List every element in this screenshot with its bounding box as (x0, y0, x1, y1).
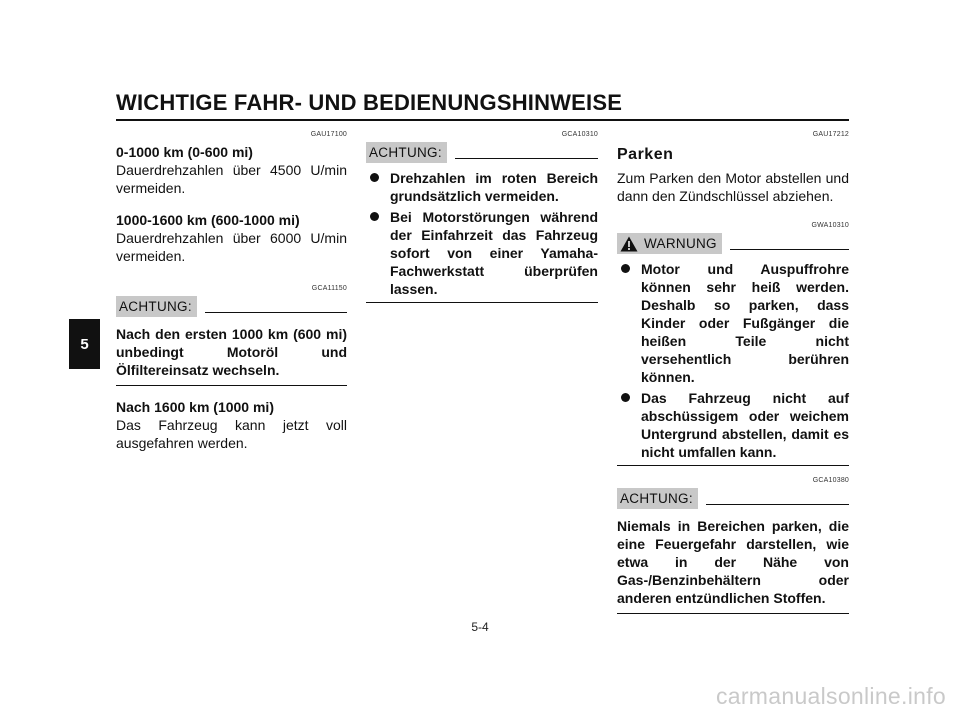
bullet-icon (621, 393, 630, 402)
page-title: WICHTIGE FAHR- UND BEDIENUNGSHINWEISE (116, 90, 623, 115)
column-3 (617, 130, 849, 614)
subheading-1000-1600km: 1000-1600 km (600-1000 mi) (116, 212, 300, 228)
notice-rule (205, 312, 347, 313)
reference-code: GCA10380 (812, 477, 849, 484)
warning-header (617, 233, 849, 254)
notice-end-rule (617, 613, 849, 614)
warning-rule (730, 249, 849, 250)
bullet-icon (370, 173, 379, 182)
notice-header (116, 296, 347, 317)
reference-code: GWA10310 (811, 222, 849, 229)
column-2 (366, 130, 598, 303)
notice-end-rule (116, 385, 347, 386)
warning-triangle-icon (620, 236, 638, 252)
section-title: Parken (617, 146, 674, 163)
reference-code: GAU17100 (310, 131, 347, 138)
notice-end-rule (366, 302, 598, 303)
list-item: Drehzahlen im roten Bereich grundsätzlich vermeiden. (366, 169, 598, 205)
body-text: Zum Parken den Motor abstellen und dann den Zündschlüssel abziehen. (617, 170, 849, 204)
notice-header (617, 488, 849, 509)
notice-rule (706, 504, 849, 505)
body-text: Dauerdrehzahlen über 4500 U/min vermeiden. (116, 162, 347, 196)
chapter-tab: 5 (69, 319, 100, 369)
notice-label: ACHTUNG: (366, 142, 447, 163)
notice-label: ACHTUNG: (116, 296, 197, 317)
reference-code: GCA10310 (561, 131, 598, 138)
bullet-icon (621, 264, 630, 273)
page-number: 5-4 (471, 620, 489, 634)
title-rule (116, 119, 849, 121)
reference-code: GCA11150 (311, 285, 347, 292)
notice-label: ACHTUNG: (617, 488, 698, 509)
body-text: Dauerdrehzahlen über 6000 U/min vermeiden. (116, 230, 347, 264)
notice-rule (455, 158, 598, 159)
list-item: Das Fahrzeug nicht auf abschüssigem oder weichem Untergrund abstellen, damit es nicht umfallen kann. (617, 389, 849, 461)
warning-label: WARNUNG (617, 233, 722, 254)
bullet-icon (370, 212, 379, 221)
subheading-after-1600km: Nach 1600 km (1000 mi) (116, 399, 274, 415)
body-text: Das Fahrzeug kann jetzt voll ausgefahren werden. (116, 417, 347, 451)
notice-bullet-list (366, 169, 598, 298)
warning-end-rule (617, 465, 849, 466)
list-item: Bei Motorstörungen während der Einfahrzeit das Fahrzeug sofort von einer Yamaha-Fachwerkstatt überprüfen lassen. (366, 208, 598, 298)
list-item: Motor und Auspuffrohre können sehr heiß werden. Deshalb so parken, dass Kinder oder Fußgänger die heißen Teile nicht versehentlich berühren können. (617, 260, 849, 386)
notice-header (366, 142, 598, 163)
column-1 (116, 130, 347, 452)
notice-text: Niemals in Bereichen parken, die eine Feuergefahr darstellen, wie etwa in der Nähe von Gas-/Benzinbehältern oder anderen entzündlichen Stoffen. (617, 518, 849, 606)
reference-code: GAU17212 (812, 131, 849, 138)
notice-text: Nach den ersten 1000 km (600 mi) unbedingt Motoröl und Ölfiltereinsatz wechseln. (116, 326, 347, 378)
warning-bullet-list (617, 260, 849, 461)
watermark: carmanualsonline.info (715, 683, 946, 709)
subheading-0-1000km: 0-1000 km (0-600 mi) (116, 144, 253, 160)
